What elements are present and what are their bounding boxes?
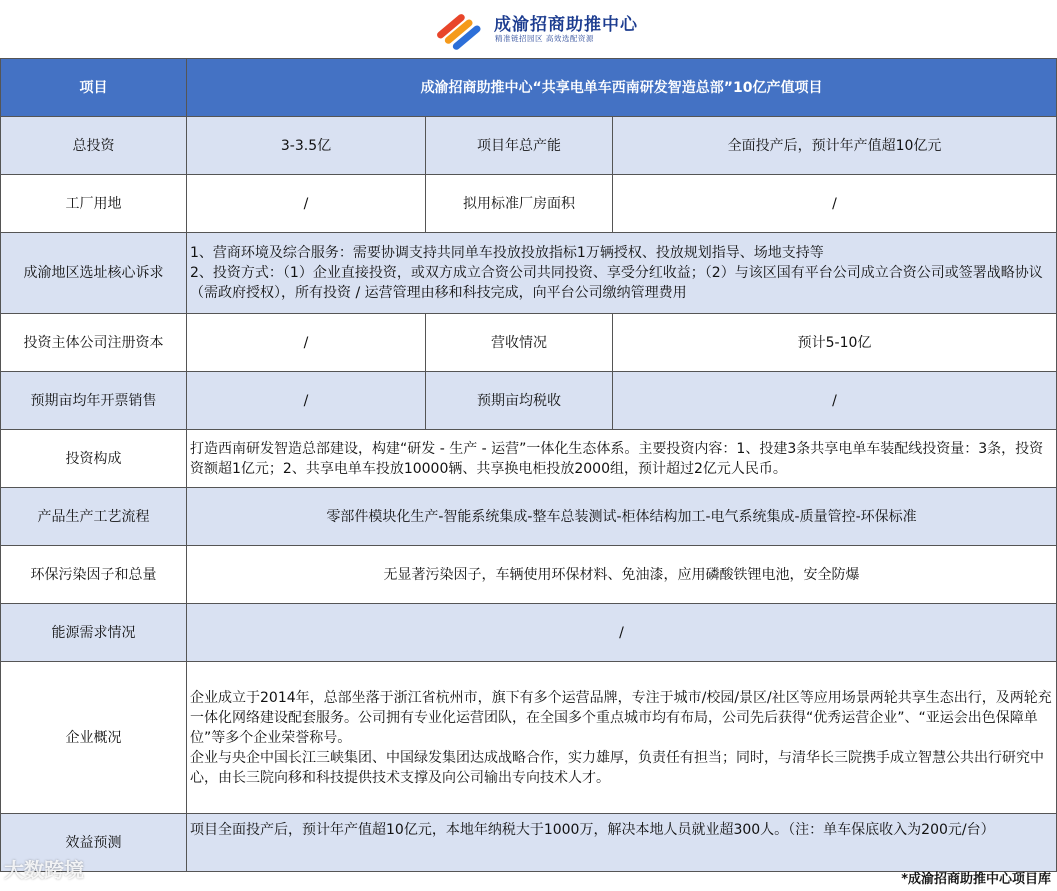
row-label: 投资构成 xyxy=(1,430,187,488)
row-value: / xyxy=(187,372,426,430)
row-value: / xyxy=(187,314,426,372)
row-label: 效益预测 xyxy=(1,814,187,872)
watermark: 大数跨境 xyxy=(4,858,84,882)
row-label: 工厂用地 xyxy=(1,175,187,233)
text-line: 企业成立于2014年，总部坐落于浙江省杭州市，旗下有多个运营品牌，专注于城市/校园/景区/社区等应用场景两轮共享生态出行，及两轮充一体化网络建设配套服务。公司拥有专业化运营团队，在全国多个重点城市均有布局，公司先后获得“优秀运营企业”、“亚运会出色保障单位”等多个企业荣誉称号。 xyxy=(190,689,1052,746)
page-header xyxy=(0,0,1057,58)
row-value: / xyxy=(187,604,1057,662)
table-row xyxy=(1,546,1057,604)
row-value: 3-3.5亿 xyxy=(187,117,426,175)
row-label: 项目 xyxy=(1,59,187,117)
table-row xyxy=(1,604,1057,662)
row-value: 项目全面投产后，预计年产值超10亿元，本地年纳税大于1000万，解决本地人员就业超300人。（注：单车保底收入为200元/台） xyxy=(187,814,1057,872)
table-row xyxy=(1,314,1057,372)
row-label: 投资主体公司注册资本 xyxy=(1,314,187,372)
row-label: 项目年总产能 xyxy=(426,117,613,175)
row-value: / xyxy=(613,372,1057,430)
row-value: / xyxy=(613,175,1057,233)
row-value xyxy=(187,662,1057,814)
footer-note: *成渝招商助推中心项目库 xyxy=(901,872,1051,887)
brand-logo-icon xyxy=(436,6,484,54)
brand-slogan: 精准链招园区 高效选配资源 xyxy=(495,34,594,43)
table-row xyxy=(1,175,1057,233)
row-value: 打造西南研发智造总部建设，构建“研发 - 生产 - 运营”一体化生态体系。主要投资内容：1、投建3条共享电单车装配线投资量：3条，投资资额超1亿元；2、共享电单车投放10000辆、共享换电柜投放2000组，预计超过2亿元人民币。 xyxy=(187,430,1057,488)
table-row xyxy=(1,233,1057,314)
row-value: 预计5-10亿 xyxy=(613,314,1057,372)
row-label: 产品生产工艺流程 xyxy=(1,488,187,546)
table-row xyxy=(1,372,1057,430)
project-table xyxy=(0,58,1057,872)
table-row xyxy=(1,59,1057,117)
row-label: 能源需求情况 xyxy=(1,604,187,662)
row-value: 全面投产后，预计年产值超10亿元 xyxy=(613,117,1057,175)
row-label: 预期亩均税收 xyxy=(426,372,613,430)
row-label: 营收情况 xyxy=(426,314,613,372)
table-row xyxy=(1,814,1057,872)
text-line: 企业与央企中国长江三峡集团、中国绿发集团达成战略合作，实力雄厚，负责任有担当；同时，与清华长三院携手成立智慧公共出行研究中心，由长三院向移和科技提供技术支撑及向公司输出专向技术人才。 xyxy=(190,749,1044,786)
row-value: 无显著污染因子，车辆使用环保材料、免油漆，应用磷酸铁锂电池，安全防爆 xyxy=(187,546,1057,604)
table-row xyxy=(1,662,1057,814)
row-value: 零部件模块化生产-智能系统集成-整车总装测试-柜体结构加工-电气系统集成-质量管控-环保标准 xyxy=(187,488,1057,546)
table-row xyxy=(1,117,1057,175)
text-line: 2、投资方式：（1）企业直接投资，或双方成立合资公司共同投资、享受分红收益；（2）与该区国有平台公司成立合资公司或签署战略协议（需政府授权），所有投资 / 运营管理由移和科技完成，向平台公司缴纳管理费用 xyxy=(190,265,1043,301)
row-value xyxy=(187,233,1057,314)
row-label: 拟用标准厂房面积 xyxy=(426,175,613,233)
row-label: 企业概况 xyxy=(1,662,187,814)
table-row xyxy=(1,488,1057,546)
project-title: 成渝招商助推中心“共享电单车西南研发智造总部”10亿产值项目 xyxy=(187,59,1057,117)
text-line: 1、营商环境及综合服务：需要协调支持共同单车投放投放指标1万辆授权、投放规划指导、场地支持等 xyxy=(190,245,824,261)
row-label: 总投资 xyxy=(1,117,187,175)
row-label: 成渝地区选址核心诉求 xyxy=(1,233,187,314)
brand-name: 成渝招商助推中心 xyxy=(494,15,638,35)
row-label: 环保污染因子和总量 xyxy=(1,546,187,604)
table-row xyxy=(1,430,1057,488)
row-value: / xyxy=(187,175,426,233)
row-label: 预期亩均年开票销售 xyxy=(1,372,187,430)
